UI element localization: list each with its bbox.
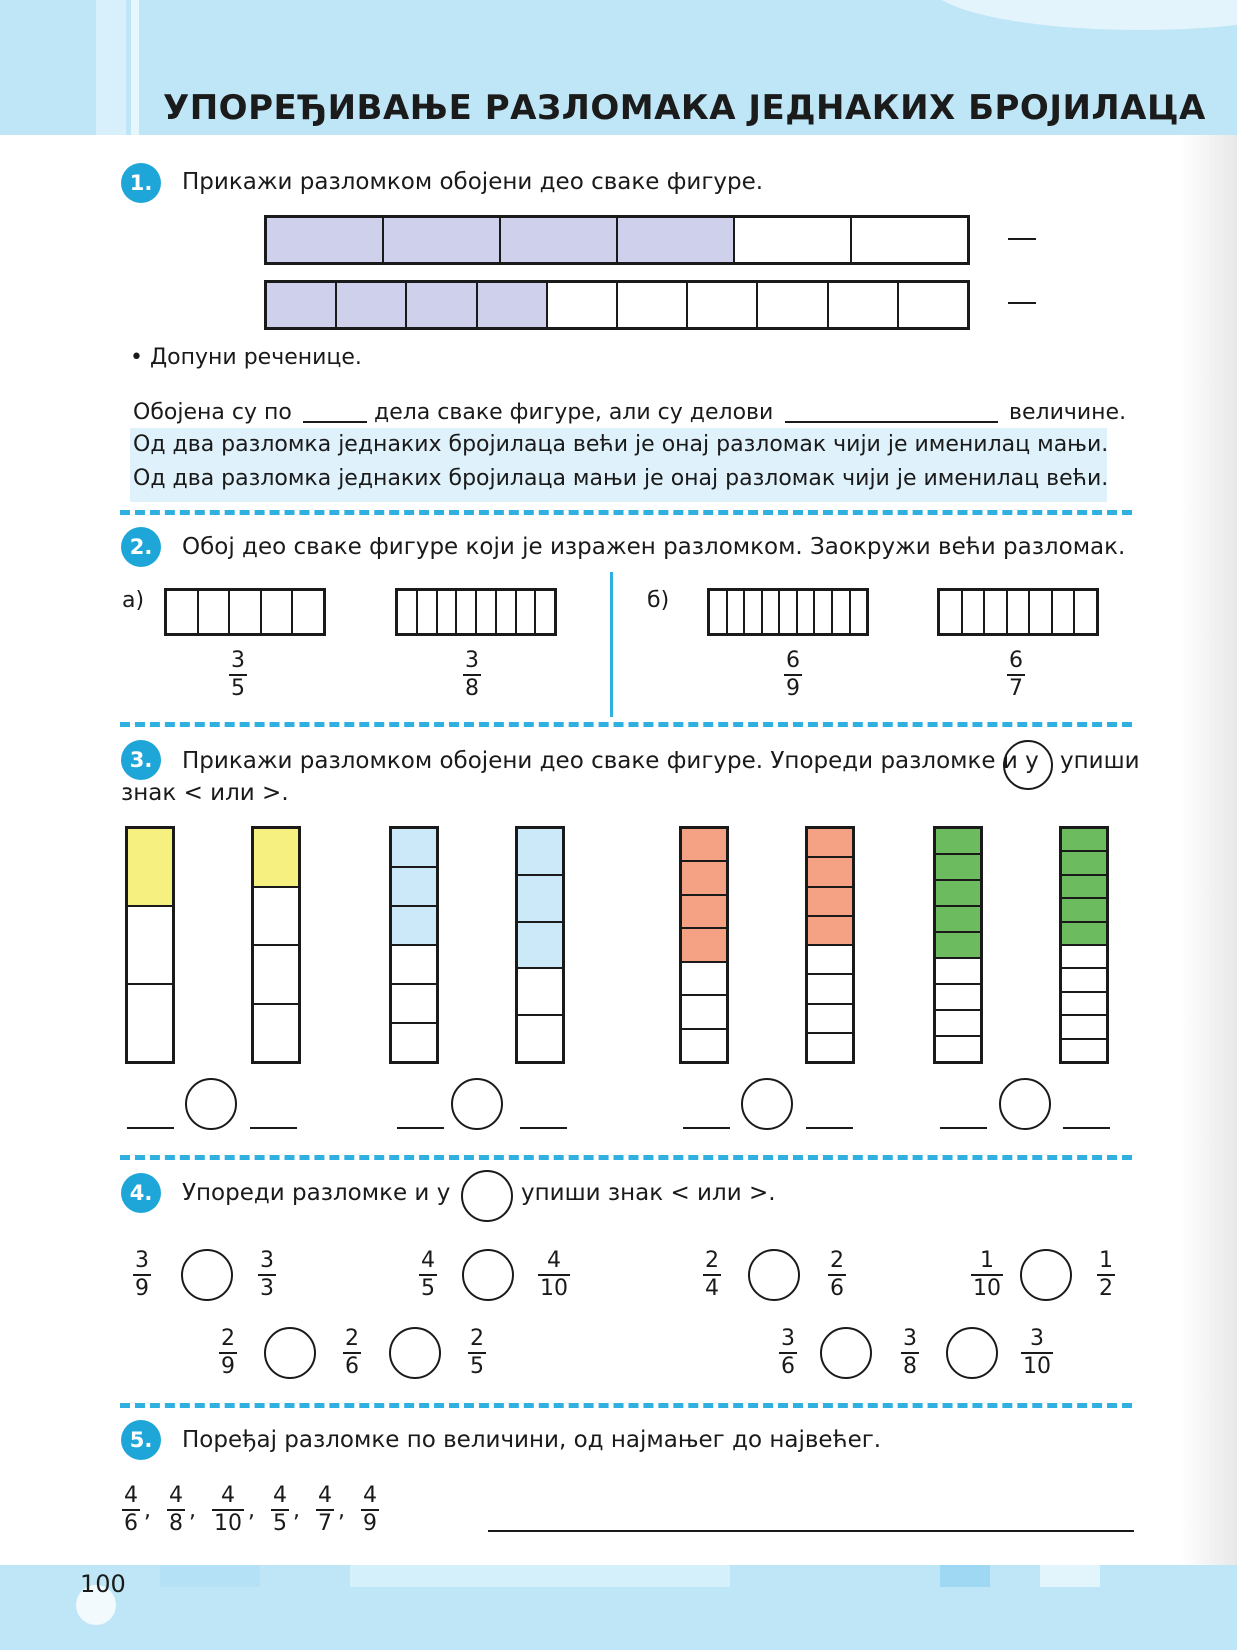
answer-line[interactable] <box>488 1530 1134 1532</box>
subtask-label: а) <box>122 588 145 613</box>
bar-cell-shaded[interactable] <box>254 829 298 888</box>
task3-instruction-tail: упиши <box>1060 748 1140 774</box>
numerator: 2 <box>221 1326 235 1351</box>
task-number-badge: 3. <box>121 740 161 780</box>
denominator: 5 <box>421 1276 435 1301</box>
fraction <box>219 1326 237 1380</box>
bar-cell[interactable] <box>829 283 899 327</box>
fraction-bar[interactable] <box>264 215 970 265</box>
separator: , <box>248 1497 255 1523</box>
task5-instruction: Поређај разломке по величини, од најмањег до највећег. <box>182 1427 882 1453</box>
task3-instruction: Прикажи разломком обојени део сваке фигуре. Упореди разломке и у <box>182 748 1039 774</box>
bar-cell[interactable] <box>1008 591 1031 633</box>
numerator: 4 <box>124 1483 138 1508</box>
bar-cell[interactable] <box>758 283 828 327</box>
denominator: 7 <box>318 1511 332 1536</box>
bar-cell[interactable] <box>293 591 323 633</box>
denominator: 6 <box>781 1354 795 1379</box>
bar-cell[interactable] <box>254 946 298 1005</box>
bar-cell-shaded[interactable] <box>618 218 735 262</box>
bar-cell[interactable] <box>536 591 554 633</box>
bar-cell[interactable] <box>254 1005 298 1062</box>
fraction <box>468 1326 486 1380</box>
bar-cell-shaded[interactable] <box>682 929 726 962</box>
fraction <box>1021 1326 1053 1380</box>
vertical-fraction-bar[interactable] <box>1059 826 1109 1064</box>
vertical-fraction-bar[interactable] <box>805 826 855 1064</box>
bar-cell-shaded[interactable] <box>267 283 337 327</box>
denominator: 6 <box>124 1511 138 1536</box>
answer-blank[interactable] <box>1008 302 1036 304</box>
bar-cell-shaded[interactable] <box>808 917 852 946</box>
bar-cell-shaded[interactable] <box>936 855 980 881</box>
bar-cell[interactable] <box>745 591 763 633</box>
bar-cell[interactable] <box>518 1016 562 1061</box>
comparison-circle[interactable] <box>451 1078 503 1130</box>
numerator: 2 <box>470 1326 484 1351</box>
bar-cell[interactable] <box>1075 591 1096 633</box>
page-edge-shadow <box>1180 135 1237 1565</box>
bar-cell[interactable] <box>808 1005 852 1034</box>
bar-cell[interactable] <box>763 591 781 633</box>
answer-blank[interactable] <box>683 1127 730 1129</box>
vertical-fraction-bar[interactable] <box>679 826 729 1064</box>
comparison-circle[interactable] <box>748 1249 800 1301</box>
bar-cell[interactable] <box>548 283 618 327</box>
bar-cell[interactable] <box>199 591 231 633</box>
numerator: 3 <box>260 1248 274 1273</box>
bar-cell[interactable] <box>780 591 798 633</box>
comparison-circle[interactable] <box>185 1078 237 1130</box>
footer-decoration <box>350 1565 730 1587</box>
fraction <box>316 1483 334 1537</box>
numerator: 1 <box>1099 1248 1113 1273</box>
footer-decoration <box>1040 1565 1100 1587</box>
numerator: 4 <box>363 1483 377 1508</box>
denominator: 10 <box>540 1276 568 1301</box>
bar-cell[interactable] <box>682 963 726 996</box>
bar-cell[interactable] <box>940 591 963 633</box>
subtask-label: б) <box>647 588 670 613</box>
bar-cell[interactable] <box>808 946 852 975</box>
denominator: 10 <box>973 1276 1001 1301</box>
denominator: 5 <box>231 676 245 701</box>
bar-cell-shaded[interactable] <box>1062 899 1106 922</box>
column-divider <box>610 572 613 717</box>
bar-cell[interactable] <box>254 888 298 947</box>
numerator: 4 <box>221 1483 235 1508</box>
answer-blank[interactable] <box>1063 1127 1110 1129</box>
vertical-fraction-bar[interactable] <box>125 826 175 1064</box>
separator: , <box>144 1497 151 1523</box>
fraction <box>122 1483 140 1537</box>
numerator: 3 <box>231 648 245 673</box>
bar-cell[interactable] <box>230 591 262 633</box>
vertical-fraction-bar[interactable] <box>251 826 301 1064</box>
bar-cell-shaded[interactable] <box>1062 923 1106 946</box>
bar-cell[interactable] <box>128 985 172 1061</box>
bar-cell-shaded[interactable] <box>682 896 726 929</box>
comparison-circle[interactable] <box>820 1327 872 1379</box>
bar-cell-shaded[interactable] <box>384 218 501 262</box>
bar-cell[interactable] <box>833 591 851 633</box>
bar-cell-shaded[interactable] <box>392 868 436 907</box>
denominator: 9 <box>786 676 800 701</box>
bar-cell[interactable] <box>688 283 758 327</box>
comparison-circle[interactable] <box>181 1249 233 1301</box>
denominator: 2 <box>1099 1276 1113 1301</box>
bar-cell[interactable] <box>518 969 562 1016</box>
numerator: 4 <box>547 1248 561 1273</box>
numerator: 4 <box>273 1483 287 1508</box>
denominator: 6 <box>830 1276 844 1301</box>
bar-cell-shaded[interactable] <box>808 858 852 887</box>
fraction[interactable] <box>463 648 481 702</box>
bar-cell[interactable] <box>728 591 746 633</box>
section-divider <box>120 510 1132 515</box>
answer-blank[interactable] <box>250 1127 297 1129</box>
bar-cell[interactable] <box>899 283 967 327</box>
numerator: 3 <box>903 1326 917 1351</box>
bar-cell-shaded[interactable] <box>936 881 980 907</box>
bar-cell-shaded[interactable] <box>518 923 562 970</box>
bar-cell[interactable] <box>682 1030 726 1061</box>
bar-cell-shaded[interactable] <box>682 862 726 895</box>
denominator: 9 <box>221 1354 235 1379</box>
page-title: УПОРЕЂИВАЊЕ РАЗЛОМАКА ЈЕДНАКИХ БРОЈИЛАЦА <box>163 88 1206 128</box>
section-divider <box>120 722 1132 727</box>
bar-cell[interactable] <box>392 946 436 985</box>
fraction <box>212 1483 244 1537</box>
denominator: 4 <box>705 1276 719 1301</box>
denominator: 8 <box>169 1511 183 1536</box>
vertical-fraction-bar[interactable] <box>933 826 983 1064</box>
bar-cell[interactable] <box>618 283 688 327</box>
numerator: 4 <box>421 1248 435 1273</box>
comparison-circle[interactable] <box>264 1327 316 1379</box>
denominator: 3 <box>260 1276 274 1301</box>
bar-cell[interactable] <box>497 591 517 633</box>
sentence-part: дела сваке фигуре, али су делови <box>374 400 774 425</box>
fraction <box>538 1248 570 1302</box>
fraction <box>1097 1248 1115 1302</box>
bar-cell[interactable] <box>457 591 477 633</box>
bar-cell[interactable] <box>1062 993 1106 1016</box>
bar-cell[interactable] <box>936 959 980 985</box>
comparison-circle <box>1003 740 1053 790</box>
fraction <box>901 1326 919 1380</box>
fraction[interactable] <box>784 648 802 702</box>
answer-blank[interactable] <box>785 421 998 423</box>
section-divider <box>120 1155 1132 1160</box>
bar-cell[interactable] <box>963 591 986 633</box>
footer-decoration <box>160 1565 260 1587</box>
numerator: 3 <box>1030 1326 1044 1351</box>
vertical-fraction-bar[interactable] <box>389 826 439 1064</box>
fraction-bar[interactable] <box>937 588 1099 636</box>
bar-cell-shaded[interactable] <box>808 888 852 917</box>
bar-cell[interactable] <box>1053 591 1076 633</box>
comparison-circle[interactable] <box>946 1327 998 1379</box>
denominator: 10 <box>1023 1354 1051 1379</box>
footer-decoration <box>940 1565 990 1587</box>
task3-instruction-line2: знак < или >. <box>121 780 289 806</box>
fraction <box>419 1248 437 1302</box>
denominator: 8 <box>465 676 479 701</box>
bar-cell[interactable] <box>798 591 816 633</box>
denominator: 5 <box>273 1511 287 1536</box>
header-decoration <box>96 0 126 135</box>
rule-text: Од два разломка једнаких бројилаца већи је онај разломак чији је именилац мањи. <box>133 432 1109 457</box>
fraction[interactable] <box>1007 648 1025 702</box>
bar-cell[interactable] <box>815 591 833 633</box>
bar-cell[interactable] <box>477 591 497 633</box>
numerator: 3 <box>465 648 479 673</box>
numerator: 2 <box>345 1326 359 1351</box>
fraction <box>703 1248 721 1302</box>
bar-cell-shaded[interactable] <box>478 283 548 327</box>
bar-cell[interactable] <box>735 218 852 262</box>
fraction <box>167 1483 185 1537</box>
fraction-bar[interactable] <box>264 280 970 330</box>
comparison-circle[interactable] <box>999 1078 1051 1130</box>
task1-instruction: Прикажи разломком обојени део сваке фигуре. <box>182 169 764 195</box>
bar-cell[interactable] <box>1062 946 1106 969</box>
fraction <box>258 1248 276 1302</box>
task4-instruction: Упореди разломке и у <box>182 1180 451 1206</box>
bar-cell-shaded[interactable] <box>936 907 980 933</box>
comparison-circle[interactable] <box>1020 1249 1072 1301</box>
numerator: 2 <box>830 1248 844 1273</box>
fraction <box>828 1248 846 1302</box>
bar-cell-shaded[interactable] <box>936 829 980 855</box>
fraction-bar[interactable] <box>707 588 869 636</box>
separator: , <box>293 1497 300 1523</box>
bar-cell-shaded[interactable] <box>501 218 618 262</box>
bar-cell-shaded[interactable] <box>407 283 477 327</box>
fraction[interactable] <box>229 648 247 702</box>
task-number-badge: 1. <box>121 163 161 203</box>
bar-cell-shaded[interactable] <box>392 829 436 868</box>
task2-instruction: Обој део сваке фигуре који је изражен разломком. Заокружи већи разломак. <box>182 534 1126 560</box>
answer-blank[interactable] <box>303 421 367 423</box>
bar-cell[interactable] <box>710 591 728 633</box>
task4-instruction-tail: упиши знак < или >. <box>521 1180 776 1206</box>
numerator: 6 <box>786 648 800 673</box>
comparison-circle[interactable] <box>389 1327 441 1379</box>
answer-blank[interactable] <box>1008 238 1036 240</box>
bar-cell[interactable] <box>936 1037 980 1061</box>
numerator: 3 <box>781 1326 795 1351</box>
answer-blank[interactable] <box>940 1127 987 1129</box>
denominator: 5 <box>470 1354 484 1379</box>
bar-cell-shaded[interactable] <box>808 829 852 858</box>
bar-cell-shaded[interactable] <box>682 829 726 862</box>
bar-cell[interactable] <box>392 985 436 1024</box>
answer-blank[interactable] <box>806 1127 853 1129</box>
rule-text: Од два разломка једнаких бројилаца мањи је онај разломак чији је именилац већи. <box>133 466 1109 491</box>
denominator: 6 <box>345 1354 359 1379</box>
answer-blank[interactable] <box>397 1127 444 1129</box>
bar-cell[interactable] <box>398 591 418 633</box>
bar-cell[interactable] <box>1062 1040 1106 1061</box>
bar-cell[interactable] <box>808 1034 852 1061</box>
bar-cell[interactable] <box>1062 969 1106 992</box>
bar-cell[interactable] <box>851 591 867 633</box>
bar-cell[interactable] <box>682 996 726 1029</box>
fraction-bar[interactable] <box>164 588 326 636</box>
fraction <box>271 1483 289 1537</box>
comparison-circle <box>461 1170 513 1222</box>
section-divider <box>120 1403 1132 1408</box>
header-decoration <box>131 0 139 135</box>
sentence-part: Обојена су по <box>133 400 292 425</box>
bar-cell-shaded[interactable] <box>1062 829 1106 852</box>
answer-blank[interactable] <box>127 1127 174 1129</box>
sentence-part: величине. <box>1009 400 1127 425</box>
fraction-bar[interactable] <box>395 588 557 636</box>
fraction <box>779 1326 797 1380</box>
fraction <box>343 1326 361 1380</box>
bar-cell[interactable] <box>438 591 458 633</box>
vertical-fraction-bar[interactable] <box>515 826 565 1064</box>
bullet-instruction: • Допуни реченице. <box>130 345 362 370</box>
denominator: 9 <box>135 1276 149 1301</box>
bar-cell-shaded[interactable] <box>267 218 384 262</box>
bar-cell[interactable] <box>936 1011 980 1037</box>
fraction <box>361 1483 379 1537</box>
bar-cell[interactable] <box>418 591 438 633</box>
denominator: 8 <box>903 1354 917 1379</box>
bar-cell[interactable] <box>517 591 537 633</box>
page-number: 100 <box>80 1570 126 1598</box>
bar-cell[interactable] <box>852 218 967 262</box>
bar-cell[interactable] <box>392 1024 436 1061</box>
bar-cell-shaded[interactable] <box>1062 876 1106 899</box>
separator: , <box>189 1497 196 1523</box>
fraction <box>971 1248 1003 1302</box>
bar-cell[interactable] <box>167 591 199 633</box>
numerator: 2 <box>705 1248 719 1273</box>
bar-cell-shaded[interactable] <box>1062 852 1106 875</box>
denominator: 10 <box>214 1511 242 1536</box>
bar-cell-shaded[interactable] <box>392 907 436 946</box>
task-number-badge: 4. <box>121 1173 161 1213</box>
bar-cell-shaded[interactable] <box>518 829 562 876</box>
numerator: 4 <box>318 1483 332 1508</box>
fraction <box>133 1248 151 1302</box>
task-number-badge: 2. <box>121 527 161 567</box>
separator: , <box>338 1497 345 1523</box>
numerator: 6 <box>1009 648 1023 673</box>
comparison-circle[interactable] <box>462 1249 514 1301</box>
numerator: 4 <box>169 1483 183 1508</box>
bar-cell-shaded[interactable] <box>337 283 407 327</box>
task-number-badge: 5. <box>121 1420 161 1460</box>
bar-cell[interactable] <box>936 985 980 1011</box>
bar-cell[interactable] <box>262 591 294 633</box>
fraction-list <box>122 1483 379 1537</box>
numerator: 3 <box>135 1248 149 1273</box>
bar-cell[interactable] <box>1062 1016 1106 1039</box>
answer-blank[interactable] <box>520 1127 567 1129</box>
bar-cell[interactable] <box>128 907 172 985</box>
bar-cell-shaded[interactable] <box>128 829 172 907</box>
numerator: 1 <box>980 1248 994 1273</box>
denominator: 7 <box>1009 676 1023 701</box>
bar-cell[interactable] <box>808 975 852 1004</box>
comparison-circle[interactable] <box>741 1078 793 1130</box>
bar-cell[interactable] <box>985 591 1008 633</box>
bar-cell[interactable] <box>1030 591 1053 633</box>
bar-cell-shaded[interactable] <box>936 933 980 959</box>
bar-cell-shaded[interactable] <box>518 876 562 923</box>
denominator: 9 <box>363 1511 377 1536</box>
